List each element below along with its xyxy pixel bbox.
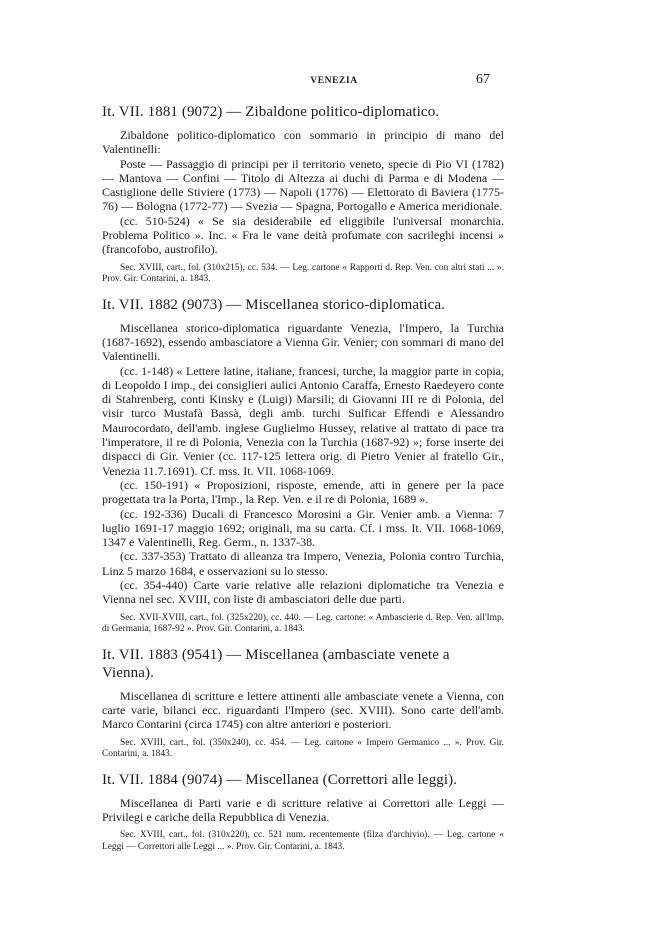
running-head: VENEZIA — [310, 76, 358, 86]
entry-title-1883: It. VII. 1883 (9541) — Miscellanea (ambasciate venete a Vienna). — [102, 646, 450, 681]
entry-1882-contents-cc1: (cc. 1-148) « Lettere latine, italiane, francesi, turche, la maggior parte in copia, di Leopoldo I imp., dei consiglieri aulici Antonio Caraffa, Ernesto Raedeyero conte di Stahrenberg, conti Kinsky e (Luigi) Marsili; di Giovanni III re di Polonia, del visir turco Mustafà Bassà, degli amb. turchi Sulficar Effendi e Alessandro Maurocordato, dell'amb. inglese Guglielmo Hussey, relative al trattato di pace tra l'imperatore, il re di Polonia, Venezia con la Turchia (1687-92) »; forse inserte dei dispacci di Gir. Venier (cc. 117-125 lettera orig. di Pietro Venier al fratello Gir., Venezia 11.7.1691). Cf. mss. It. VII. 1068-1069. — [102, 363, 504, 478]
entry-1882-contents-cc337: (cc. 337-353) Trattato di alleanza tra Impero, Venezia, Polonia contro Turchia, Linz 5 marzo 1684, e osservazioni su lo stesso. — [102, 549, 504, 578]
entry-1881-description: Zibaldone politico-diplomatico con sommario in principio di mano del Valentinelli: — [102, 128, 504, 157]
page-number: 67 — [476, 72, 490, 87]
catalogue-entries — [102, 97, 504, 857]
entry-1881-physical-note: Sec. XVIII, cart., fol. (310x215), cc. 534. — Leg. cartone « Rapporti d. Rep. Ven. con altri stati ... ». Prov. Gir. Contarini, a. 1843. — [102, 262, 504, 285]
entry-title-1881: It. VII. 1881 (9072) — Zibaldone politico-diplomatico. — [102, 104, 440, 120]
entry-1881-contents: Poste — Passaggio di principi per il territorio veneto, specie di Pio VI (1782) — Mantova — Confini — Titolo di Altezza ai duchi di Parma e di Modena — Castiglione delle Stiviere (1773) — Napoli (1776) — Elettorato di Baviera (1775-76) — Bologna (1772-77) — Svezia — Spagna, Portogallo e America meridionale. — [102, 156, 504, 214]
entry-1882-contents-cc150: (cc. 150-191) « Proposizioni, risposte, emende, atti in genere per la pace progettata tra la Porta, l'Imp., la Rep. Ven. e il re di Polonia, 1689 ». — [102, 477, 504, 507]
entry-1882-physical-note: Sec. XVII-XVIII, cart., fol. (325x220), cc. 440. — Leg. cartone: « Ambascierie d. Rep. Ven. all'Imp. di Germania, 1687-92 ». Prov. Gir. Contarini, a. 1843. — [102, 612, 504, 635]
entry-title-1884: It. VII. 1884 (9074) — Miscellanea (Correttori alle leggi). — [102, 771, 458, 788]
entry-1881-contents-cc510: (cc. 510-524) « Se sia desiderabile ed eliggibile l'universal monarchia. Problema Politico ». Inc. « Fra le vane deità profumate con sacrileghi incensi » (francofobo, austrofilo). — [102, 213, 504, 257]
entry-1882-contents-cc354: (cc. 354-440) Carte varie relative alle relazioni diplomatiche tra Venezia e Vienna nel sec. XVIII, con liste di ambasciatori delle due parti. — [102, 578, 504, 607]
entry-title-1882: It. VII. 1882 (9073) — Miscellanea storico-diplomatica. — [102, 296, 446, 313]
entry-1882-description: Miscellanea storico-diplomatica riguardante Venezia, l'Impero, la Turchia (1687-1692), essendo ambasciatore a Vienna Gir. Venier; con sommari di mano del Valentinelli. — [102, 320, 504, 364]
entry-1883-physical-note: Sec. XVIII, cart., fol. (350x240), cc. 454. — Leg. cartone « Impero Germanico ... ». Prov. Gir. Contarini, a. 1843. — [102, 737, 504, 759]
entry-1884-physical-note: Sec. XVIII, cart., fol. (310x220), cc. 521 num. recentemente (filza d'archivio). — Leg. cartone « Leggi — Correttori alle Leggi ... ». Prov. Gir. Contarini, a. 1843. — [102, 830, 504, 852]
entry-1883-description: Miscellanea di scritture e lettere attinenti alle ambasciate venete a Vienna, con carte varie, bilanci ecc. riguardanti l'Impero (sec. XVIII). Sono carte dell'amb. Marco Contarini (circa 1745) con altre anteriori e posteriori. — [102, 688, 504, 732]
entry-1882-contents-cc192: (cc. 192-336) Ducali di Francesco Morosini a Gir. Venier amb. a Vienna: 7 luglio 1691-17 maggio 1692; originali, ma su carta. Cf. i mss. It. VII. 1068-1069, 1347 e Valentinelli, Reg. Germ., n. 1337-38. — [102, 506, 504, 550]
entry-1884-description: Miscellanea di Parti varie e di scritture relative ai Correttori alle Leggi — Privilegi e cariche della Repubblica di Venezia. — [102, 795, 504, 824]
